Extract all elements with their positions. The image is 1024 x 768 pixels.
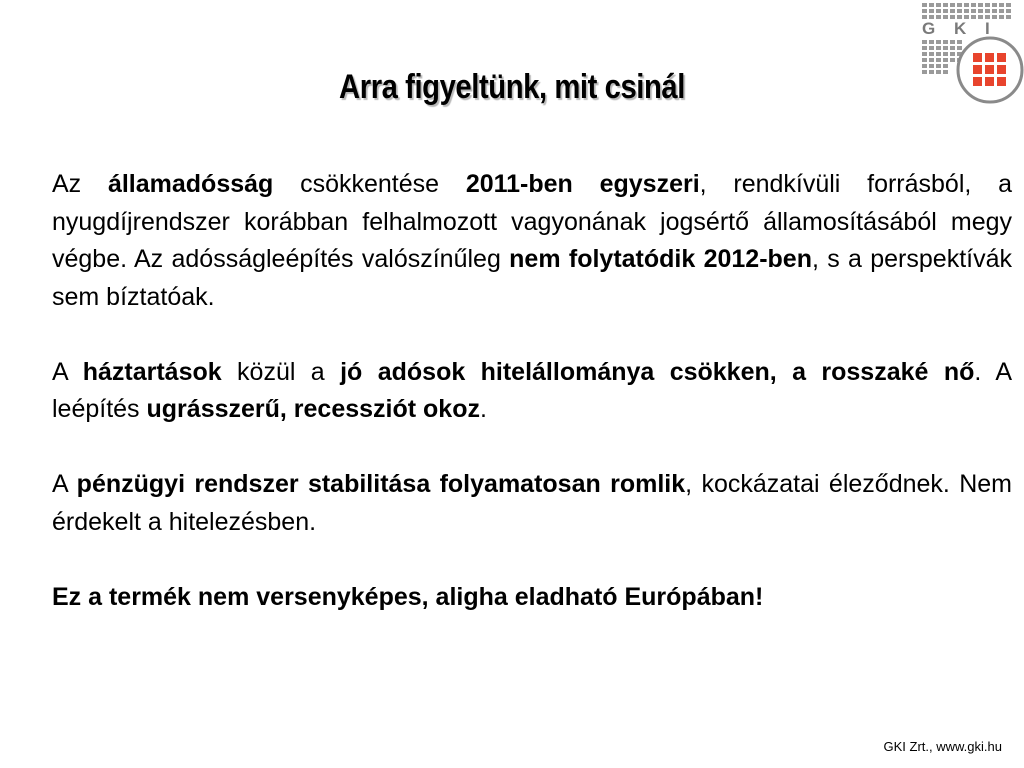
text-segment: , rendkívüli forrásból, a nyugdíjrendszer korábban felhalmozott vagyonának jogsértő államosításából megy végbe. Az adósságleépítés valószínűleg <box>52 170 1013 273</box>
footer-credit: GKI Zrt., www.gki.hu <box>883 739 1002 754</box>
text-segment: háztartások <box>82 357 222 386</box>
text-segment: nem folytatódik 2012-ben <box>509 245 812 273</box>
text-segment: Az <box>52 170 108 198</box>
paragraph-conclusion <box>52 579 1012 617</box>
text-segment: csökkentése <box>273 170 466 198</box>
text-segment: Ez a termék nem versenyképes, aligha eladható Európában! <box>52 582 764 611</box>
slide-title: Arra figyeltünk, mit csinál <box>339 68 685 106</box>
text-segment: pénzügyi rendszer stabilitása folyamatosan romlik <box>76 470 686 498</box>
text-segment: 2011-ben egyszeri <box>465 170 700 198</box>
text-segment: . <box>479 395 487 423</box>
paragraph-state-debt <box>52 166 1012 316</box>
text-segment: A <box>52 470 77 498</box>
slide-body <box>52 166 1012 654</box>
svg-text:G K I: G K I <box>922 19 997 38</box>
text-segment: . A leépítés <box>52 357 1013 423</box>
text-segment: ugrásszerű, recessziót okoz <box>146 395 480 423</box>
text-segment: A <box>52 357 83 386</box>
paragraph-households <box>52 354 1012 429</box>
text-segment: , s a perspektívák sem bíztatóak. <box>52 245 1012 311</box>
text-segment: közül a <box>221 357 341 386</box>
text-segment: , kockázatai éleződnek. Nem érdekelt a hitelezésben. <box>52 470 1012 536</box>
text-segment: jó adósok hitelállománya csökken, a rosszaké nő <box>340 357 975 386</box>
paragraph-financial-system <box>52 466 1012 541</box>
text-segment: államadósság <box>107 170 274 198</box>
